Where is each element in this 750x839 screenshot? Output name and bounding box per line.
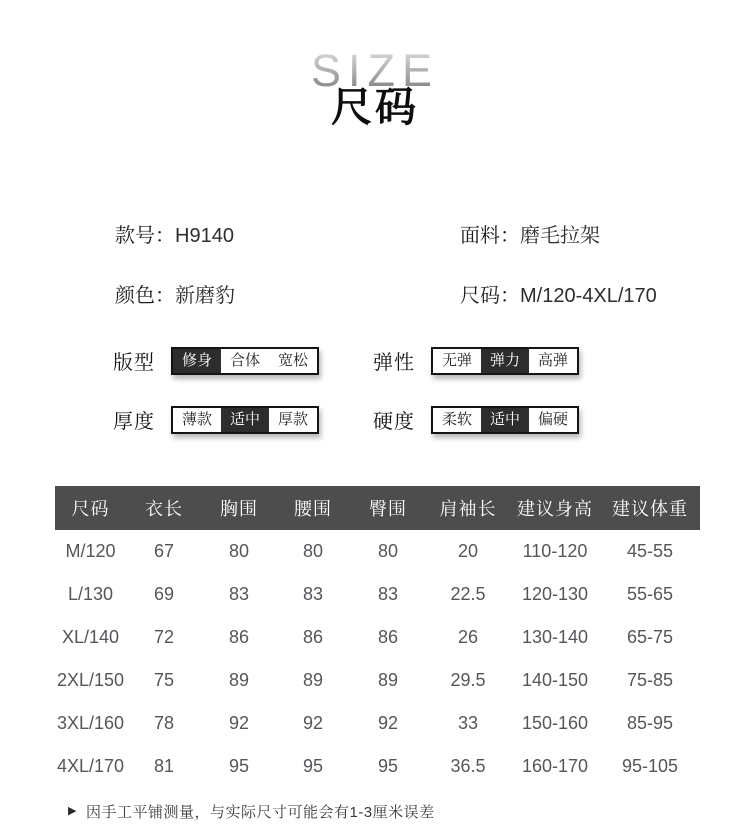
size-cell: M/120	[65, 541, 116, 561]
table-cell: 65-75	[626, 627, 674, 647]
attr-option: 高弹	[537, 351, 568, 369]
table-cell: 26	[457, 627, 479, 647]
header-row	[55, 486, 700, 530]
size-cell: 3XL/160	[56, 713, 125, 733]
table-cell: 92	[377, 713, 399, 733]
attr-option-selected: 弹力	[481, 349, 529, 373]
attr-option: 无弹	[441, 351, 472, 369]
attr-option: 偏硬	[537, 410, 568, 428]
table-cell: 72	[153, 627, 175, 647]
column-header: 建议身高	[510, 486, 600, 530]
table-cell: 92	[228, 713, 250, 733]
table-cell: 36.5	[450, 756, 486, 776]
footnote-text: 因手工平铺测量，与实际尺寸可能会有1-3厘米误差	[85, 804, 435, 821]
attr-option-selected: 适中	[481, 408, 529, 432]
attribute-label: 弹性	[373, 352, 415, 374]
title-section	[0, 0, 750, 128]
table-cell: 83	[377, 584, 399, 604]
table-cell: 78	[153, 713, 175, 733]
attr-option: 薄款	[181, 410, 212, 428]
table-cell: 22.5	[450, 584, 486, 604]
info-field-label: 面料	[460, 225, 500, 247]
info-field	[115, 284, 460, 308]
table-cell: 86	[228, 627, 250, 647]
table-cell: 29.5	[450, 670, 486, 690]
info-field-value: 磨毛拉架	[520, 225, 600, 247]
info-field-value: H9140	[175, 225, 234, 247]
column-header: 建议体重	[600, 486, 700, 530]
table-cell: 85-95	[626, 713, 674, 733]
size-cell: XL/140	[61, 627, 120, 647]
triangle-bullet-icon: ▶	[68, 805, 77, 817]
info-field-colon: ：	[155, 225, 175, 247]
attribute-label: 厚度	[113, 411, 155, 433]
attr-grid	[0, 346, 750, 434]
attr-option: 柔软	[441, 410, 472, 428]
size-cell: L/130	[67, 584, 114, 604]
attribute-group	[373, 346, 750, 375]
column-header: 尺码	[55, 486, 126, 530]
attribute-options-box	[171, 406, 319, 434]
table-cell: 130-140	[521, 627, 589, 647]
table-row	[55, 573, 700, 616]
size-cell: 4XL/170	[56, 756, 125, 776]
table-cell: 81	[153, 756, 175, 776]
size-table-body	[55, 530, 700, 788]
table-cell: 83	[302, 584, 324, 604]
size-cell: 2XL/150	[56, 670, 125, 690]
size-watermark-text: SIZE	[310, 45, 440, 96]
table-cell: 33	[457, 713, 479, 733]
attribute-group	[373, 405, 750, 434]
table-row	[55, 530, 700, 573]
info-field-colon: ：	[500, 225, 520, 247]
info-field-label: 款号	[115, 225, 155, 247]
table-row	[55, 745, 700, 788]
table-cell: 69	[153, 584, 175, 604]
attribute-group	[113, 405, 373, 434]
attr-option: 宽松	[277, 351, 308, 369]
attribute-group	[113, 346, 373, 375]
table-cell: 95-105	[621, 756, 679, 776]
table-cell: 75	[153, 670, 175, 690]
table-cell: 110-120	[522, 541, 588, 561]
attribute-label: 版型	[113, 352, 155, 374]
table-cell: 80	[377, 541, 399, 561]
info-grid	[0, 224, 750, 308]
column-header: 肩袖长	[426, 486, 510, 530]
attr-option: 合体	[229, 351, 260, 369]
attribute-options-box	[431, 347, 579, 375]
table-cell: 95	[228, 756, 250, 776]
attr-option-selected: 修身	[173, 349, 221, 373]
table-cell: 86	[377, 627, 399, 647]
column-header: 臀围	[350, 486, 426, 530]
column-header: 胸围	[202, 486, 276, 530]
table-cell: 45-55	[626, 541, 674, 561]
info-field-value: 新磨豹	[175, 285, 235, 307]
info-field-colon: ：	[155, 285, 175, 307]
page-title: 尺码	[331, 84, 419, 130]
table-cell: 80	[302, 541, 324, 561]
info-field-label: 颜色	[115, 285, 155, 307]
table-cell: 140-150	[521, 670, 589, 690]
table-cell: 89	[377, 670, 399, 690]
table-cell: 89	[228, 670, 250, 690]
table-cell: 150-160	[521, 713, 589, 733]
attribute-options-box	[431, 406, 579, 434]
table-cell: 120-130	[521, 584, 589, 604]
attribute-label: 硬度	[373, 411, 415, 433]
info-field-value: M/120-4XL/170	[520, 285, 657, 307]
info-field	[115, 224, 460, 248]
info-field	[460, 284, 750, 308]
table-cell: 83	[228, 584, 250, 604]
info-field-label: 尺码	[460, 285, 500, 307]
table-row	[55, 659, 700, 702]
footnote	[68, 801, 750, 822]
attr-option-selected: 适中	[221, 408, 269, 432]
table-cell: 86	[302, 627, 324, 647]
table-row	[55, 702, 700, 745]
attr-option: 厚款	[277, 410, 308, 428]
table-row	[55, 616, 700, 659]
table-cell: 160-170	[521, 756, 589, 776]
table-cell: 55-65	[626, 584, 674, 604]
table-cell: 75-85	[626, 670, 674, 690]
size-table	[55, 486, 700, 788]
table-cell: 95	[377, 756, 399, 776]
attribute-options-box	[171, 347, 319, 375]
table-cell: 80	[228, 541, 250, 561]
column-header: 腰围	[276, 486, 350, 530]
table-cell: 92	[302, 713, 324, 733]
table-cell: 20	[457, 541, 479, 561]
size-table-header	[55, 486, 700, 530]
info-field	[460, 224, 750, 248]
column-header: 衣长	[126, 486, 202, 530]
table-cell: 67	[153, 541, 175, 561]
table-cell: 95	[302, 756, 324, 776]
info-field-colon: ：	[500, 285, 520, 307]
table-cell: 89	[302, 670, 324, 690]
